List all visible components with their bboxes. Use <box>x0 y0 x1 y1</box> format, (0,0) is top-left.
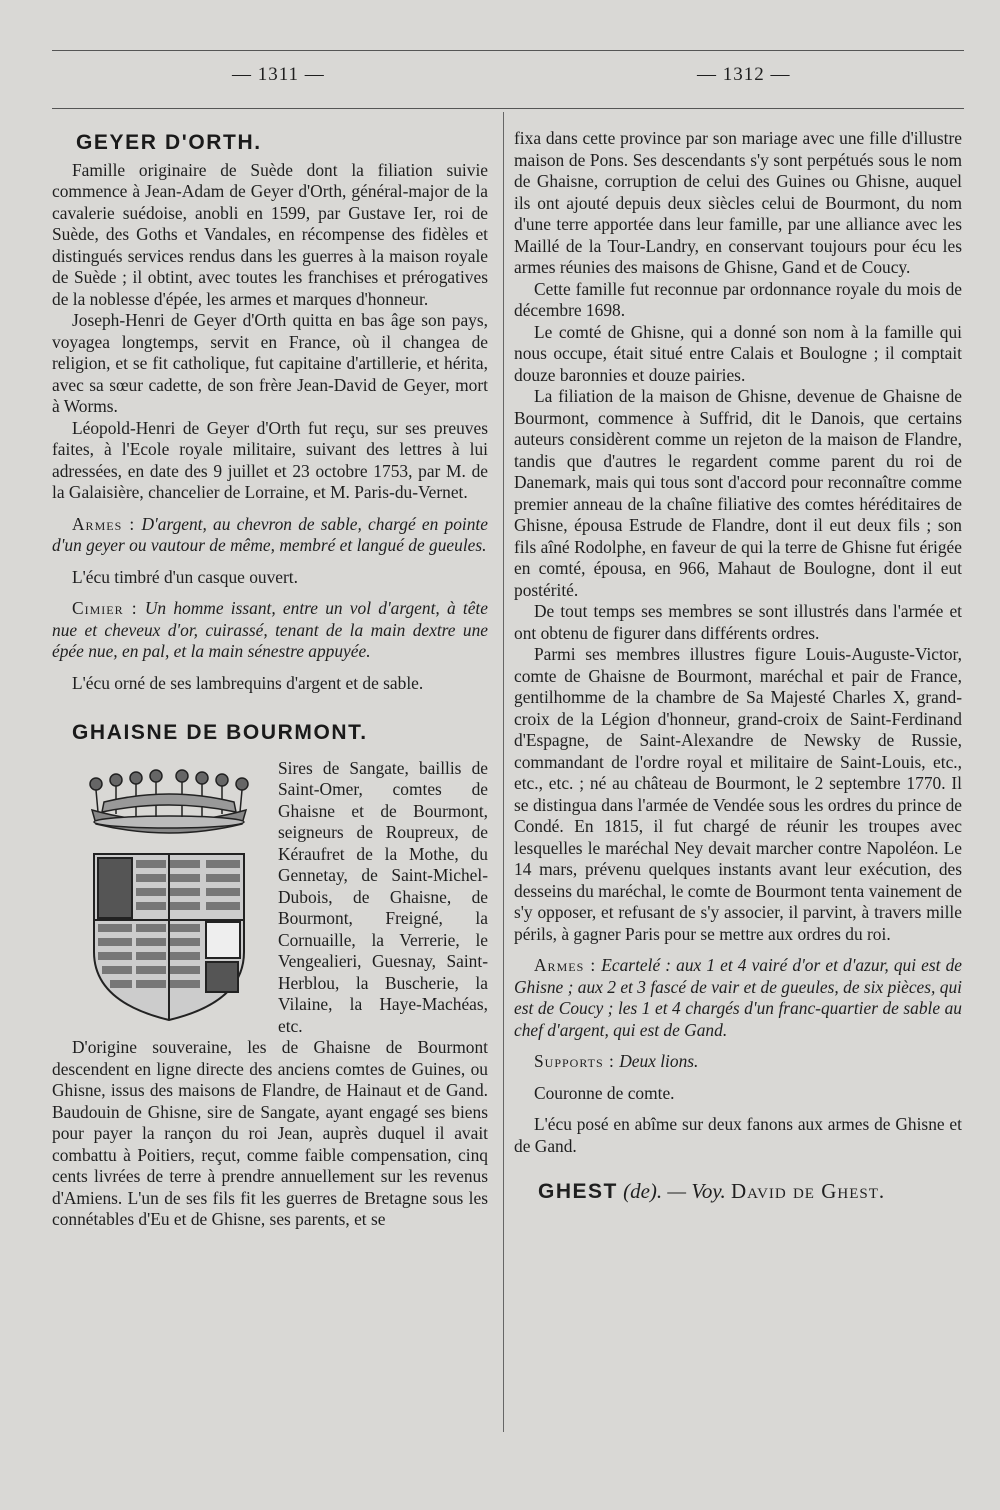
geyer-paragraph-1: Famille originaire de Suède dont la filiation suivie commence à Jean-Adam de Geyer d'Orth, général-major de la cavalerie suédoise, anobli en 1599, par Gustave Ier, roi de Suède, des Goths et Vandales, en récompense des fidèles et distingués services rendus dans les guerres à la maison royale de Suède ; il obtint, avec toutes les franchises et prérogatives de la noblesse d'épée, les armes et marques d'honneur. <box>52 159 488 309</box>
page-number-left: — 1311 — <box>232 64 325 85</box>
top-rule <box>52 50 964 51</box>
ghest-voy: — Voy. <box>667 1179 726 1203</box>
ghaisne-paragraph-filiation: La filiation de la maison de Ghisne, devenue de Ghaisne de Bourmont, commence à Suffrid, dit le Danois, que certains auteurs considèrent comme un rejeton de la maison de Flandre, tandis que d'autres le regardent comme parent du roi de Danemark, mais qui tous sont d'accord pour reconnaître comme premier anneau de la chaîne filiative des comtes héréditaires de Ghisne, épousa Estrude de Flandre, dont il eut deux fils ; son fils aîné Rodolphe, en faveur de qui la terre de Ghisne fut érigée en comté, épousa, en 966, Mahaut de Boulogne, dont il eut postérité. <box>514 386 962 600</box>
column-divider <box>503 112 504 1432</box>
ghaisne-ecu: L'écu posé en abîme sur deux fanons aux armes de Ghisne et de Gand. <box>514 1114 962 1156</box>
ghaisne-paragraph-comte: Le comté de Ghisne, qui a donné son nom à la famille qui nous occupe, était situé entre Calais et Boulogne ; il comptait douze baronnies et douze pairies. <box>514 321 962 385</box>
page-number-right: — 1312 — <box>697 64 791 85</box>
ghaisne-paragraph-louis-auguste: Parmi ses membres illustres figure Louis-Auguste-Victor, comte de Ghaisne de Bourmont, maréchal et pair de France, gentilhomme de la chambre de Sa Majesté Charles X, grand-croix de la Légion d'honneur, grand-croix de Saint-Ferdinand d'Espagne, de Saint-Alexandre de Newsky de Russie, commandant de l'ordre royal et militaire de Saint-Louis, etc., etc., etc. ; né au château de Bourmont, le 2 septembre 1770. Il se distingua dans l'armée de Vendée sous les ordres du prince de Condé. En 1815, il fut chargé de réunir les troupes avec lesquelles le maréchal Ney devait marcher contre Napoléon. Le 14 mars, prévenu quelques instants avant leur exécution, des desseins du maréchal, le comte de Bourmont tenta vainement de s'y opposer, et refusant de s'y associer, il parvint, à travers mille périls, à gagner Paris pour se mettre aux ordres du roi. <box>514 644 962 944</box>
ghaisne-paragraph-origin: D'origine souveraine, les de Ghaisne de Bourmont descendent en ligne directe des anciens comtes de Guines, ou Ghisne, issus des maisons de Flandre, de Hainaut et de Gand. Baudouin de Ghisne, sire de Sangate, ayant engagé ses biens pour payer la rançon du roi Jean, auprès duquel il avait combattu à Poitiers, reçut, comme faible compensation, cinq cents livrées de terre à prendre annuellement sur les revenus d'Amiens. L'un de ses fils fit les guerres de Bretagne sous les connétables d'Eu et de Ghisne, ses parents, et se <box>52 1037 488 1229</box>
ghaisne-armes <box>514 955 962 1041</box>
armes-label: Armes : <box>534 955 597 975</box>
ghaisne-couronne: Couronne de comte. <box>534 1082 675 1103</box>
geyer-paragraph-2: Joseph-Henri de Geyer d'Orth quitta en bas âge son pays, voyagea longtemps, servit en France, où il changea de religion, et se fit catholique, fut capitaine d'artillerie, et hérita, avec sa sœur cadette, de son frère Jean-David de Geyer, mort à Worms. <box>52 310 488 416</box>
coat-of-arms-illustration <box>74 762 264 1024</box>
ghaisne-continuation: fixa dans cette province par son mariage avec une fille d'illustre maison de Pons. Ses descendants s'y sont perpétués sous le nom de Ghaisne, corruption de celui des Guines ou Ghisne, auquel ils ont ajouté depuis deux siècles celui de Bourmont, du nom d'une terre apportée dans leur famille, par une alliance avec les Maillé de la Tour-Landry, en conservant toujours pour écu les armes réunies des maisons de Ghisne, Gand et de Coucy. <box>514 128 962 277</box>
shield-icon <box>94 854 244 1020</box>
cimier-text: Un homme issant, entre un vol d'argent, à tête nue et cheveux d'or, cuirassé, tenant de la main dextre une épée nue, en pal, et la main sénestre appuyée. <box>52 598 488 661</box>
right-column <box>514 128 962 1203</box>
ghest-particle: (de). <box>623 1179 663 1203</box>
cimier-label: Cimier : <box>72 598 138 618</box>
geyer-armes <box>52 514 488 557</box>
entry-title-geyer: GEYER D'ORTH. <box>76 131 262 154</box>
ghaisne-titles: Sires de Sangate, baillis de Saint-Omer, comtes de Ghaisne et de Bourmont, seigneurs de Roupreux, de Kéraufret de la Mothe, du Gennetay, de Saint-Michel-Dubois, de Ghaisne, de Bourmont, Freigné, la Cornuaille, la Verrerie, le Vengealieri, Guesnay, Saint-Herblou, la Buscherie, la Vilaine, la Haye-Machéas, etc. <box>278 757 488 1036</box>
count-crown-icon <box>90 770 248 833</box>
geyer-ecu-2: L'écu orné de ses lambrequins d'argent et de sable. <box>72 672 424 693</box>
armes-text: Ecartelé : aux 1 et 4 vairé d'or et d'azur, qui est de Ghisne ; aux 2 et 3 fascé de vair et de gueules, de six pièces, qui est de Coucy ; les 1 et 4 chargés d'un franc-quartier de sable au chef d'argent, qui est de Gand. <box>514 955 962 1040</box>
geyer-ecu: L'écu timbré d'un casque ouvert. <box>72 566 298 587</box>
supports-text: Deux lions. <box>619 1051 699 1071</box>
supports-label: Supports : <box>534 1051 615 1071</box>
armes-label: Armes : <box>72 513 136 534</box>
ghaisne-paragraph-membres: De tout temps ses membres se sont illustrés dans l'armée et ont obtenu de figurer dans différents ordres. <box>514 601 962 643</box>
ghest-cross-reference <box>514 1181 962 1203</box>
geyer-paragraph-3: Léopold-Henri de Geyer d'Orth fut reçu, sur ses preuves faites, à l'Ecole royale militaire, suivant des lettres à lui adressées, en date des 9 juillet et 23 octobre 1753, par M. de la Galaisière, chancelier de Lorraine, et M. Paris-du-Vernet. <box>52 417 488 502</box>
ghaisne-supports <box>514 1051 962 1073</box>
ghest-reference: David de Ghest. <box>731 1179 886 1203</box>
entry-title-ghaisne: GHAISNE DE BOURMONT. <box>72 721 368 744</box>
armes-text: D'argent, au chevron de sable, chargé en pointe d'un geyer ou vautour de même, membré et langué de gueules. <box>52 513 488 555</box>
left-column <box>52 126 488 1231</box>
ghest-name: GHEST <box>538 1180 618 1203</box>
ghaisne-paragraph-ordonnance: Cette famille fut reconnue par ordonnance royale du mois de décembre 1698. <box>514 278 962 320</box>
geyer-cimier <box>52 598 488 663</box>
header-rule <box>52 108 964 109</box>
